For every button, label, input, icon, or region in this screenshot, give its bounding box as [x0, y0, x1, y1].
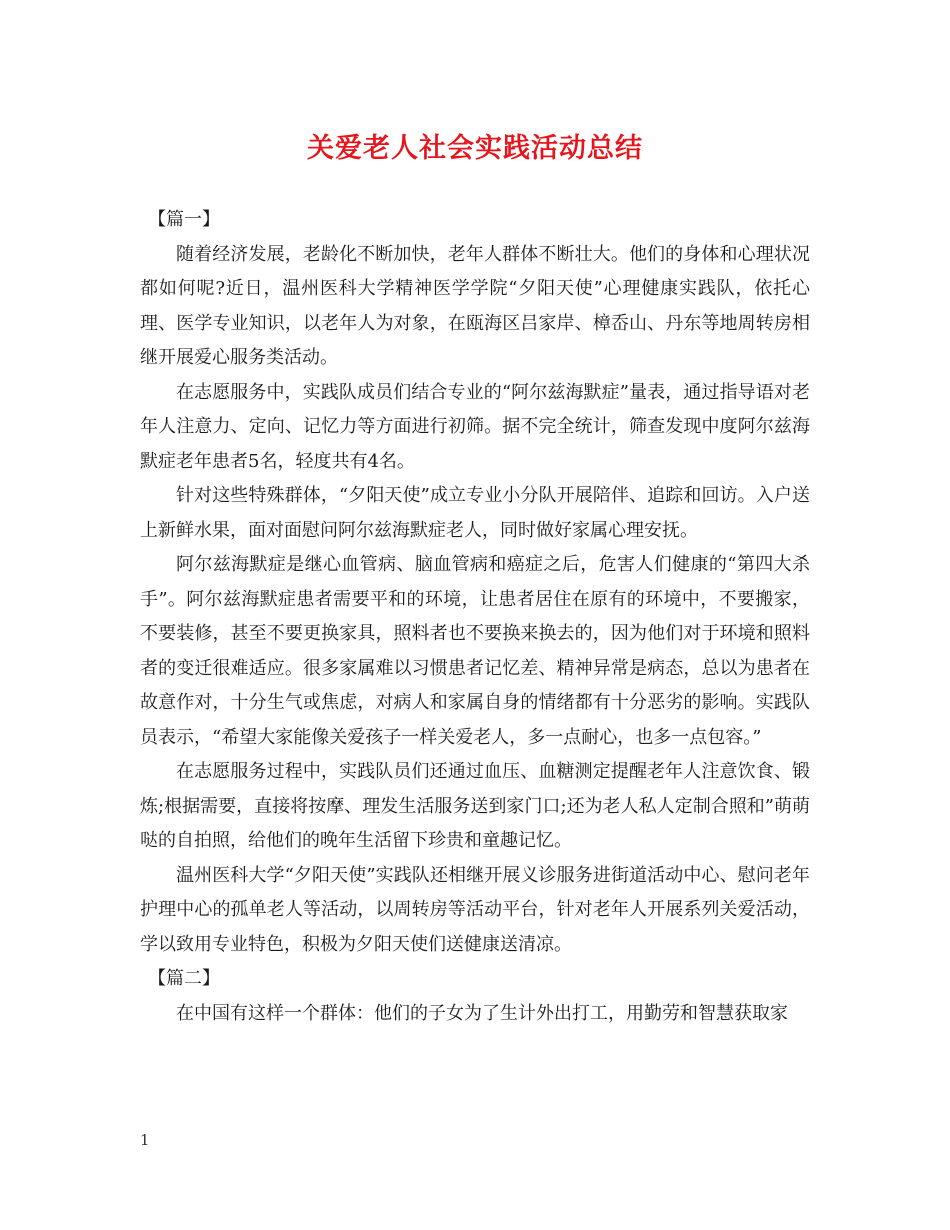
section-heading: 【篇一】	[148, 209, 220, 230]
paragraph: 随着经济发展，老龄化不断加快，老年人群体不断壮大。他们的身体和心理状况都如何呢?近日，温州医科大学精神医学学院“夕阳天使”心理健康实践队，依托心理、医学专业知识，以老年人为对象，在瓯海区吕家岸、樟岙山、丹东等地周转房相继开展爱心服务类活动。	[140, 243, 810, 368]
page-number: 1	[140, 1131, 150, 1149]
section-heading: 【篇二】	[148, 968, 220, 989]
paragraph: 针对这些特殊群体，“夕阳天使”成立专业小分队开展陪伴、追踪和回访。入户送上新鲜水果，面对面慰问阿尔兹海默症老人，同时做好家属心理安抚。	[140, 485, 810, 541]
paragraph: 阿尔兹海默症是继心血管病、脑血管病和癌症之后，危害人们健康的“第四大杀手”。阿尔兹海默症患者需要平和的环境，让患者居住在原有的环境中，不要搬家，不要装修，甚至不要更换家具，照料者也不要换来换去的，因为他们对于环境和照料者的变迁很难适应。很多家属难以习惯患者记忆差、精神异常是病态，总以为患者在故意作对，十分生气或焦虑，对病人和家属自身的情绪都有十分恶劣的影响。实践队员表示，“希望大家能像关爱孩子一样关爱老人，多一点耐心，也多一点包容。”	[140, 554, 810, 748]
section-1	[140, 203, 810, 962]
document-body	[140, 203, 810, 1031]
paragraph: 在志愿服务过程中，实践队员们还通过血压、血糖测定提醒老年人注意饮食、锻炼;根据需要，直接将按摩、理发生活服务送到家门口;还为老人私人定制合照和”萌萌哒的自拍照，给他们的晚年生活留下珍贵和童趣记忆。	[140, 761, 810, 851]
paragraph: 在中国有这样一个群体：他们的子女为了生计外出打工，用勤劳和智慧获取家	[176, 1002, 788, 1024]
paragraph: 温州医科大学“夕阳天使”实践队还相继开展义诊服务进街道活动中心、慰问老年护理中心的孤单老人等活动，以周转房等活动平台，针对老年人开展系列关爱活动，学以致用专业特色，积极为夕阳天使们送健康送清凉。	[140, 864, 810, 955]
document-title: 关爱老人社会实践活动总结	[307, 133, 643, 164]
paragraph: 在志愿服务中，实践队成员们结合专业的“阿尔兹海默症”量表，通过指导语对老年人注意力、定向、记忆力等方面进行初筛。据不完全统计，筛查发现中度阿尔兹海默症老年患者5名，轻度共有4名。	[140, 381, 810, 472]
section-2	[140, 962, 810, 1031]
